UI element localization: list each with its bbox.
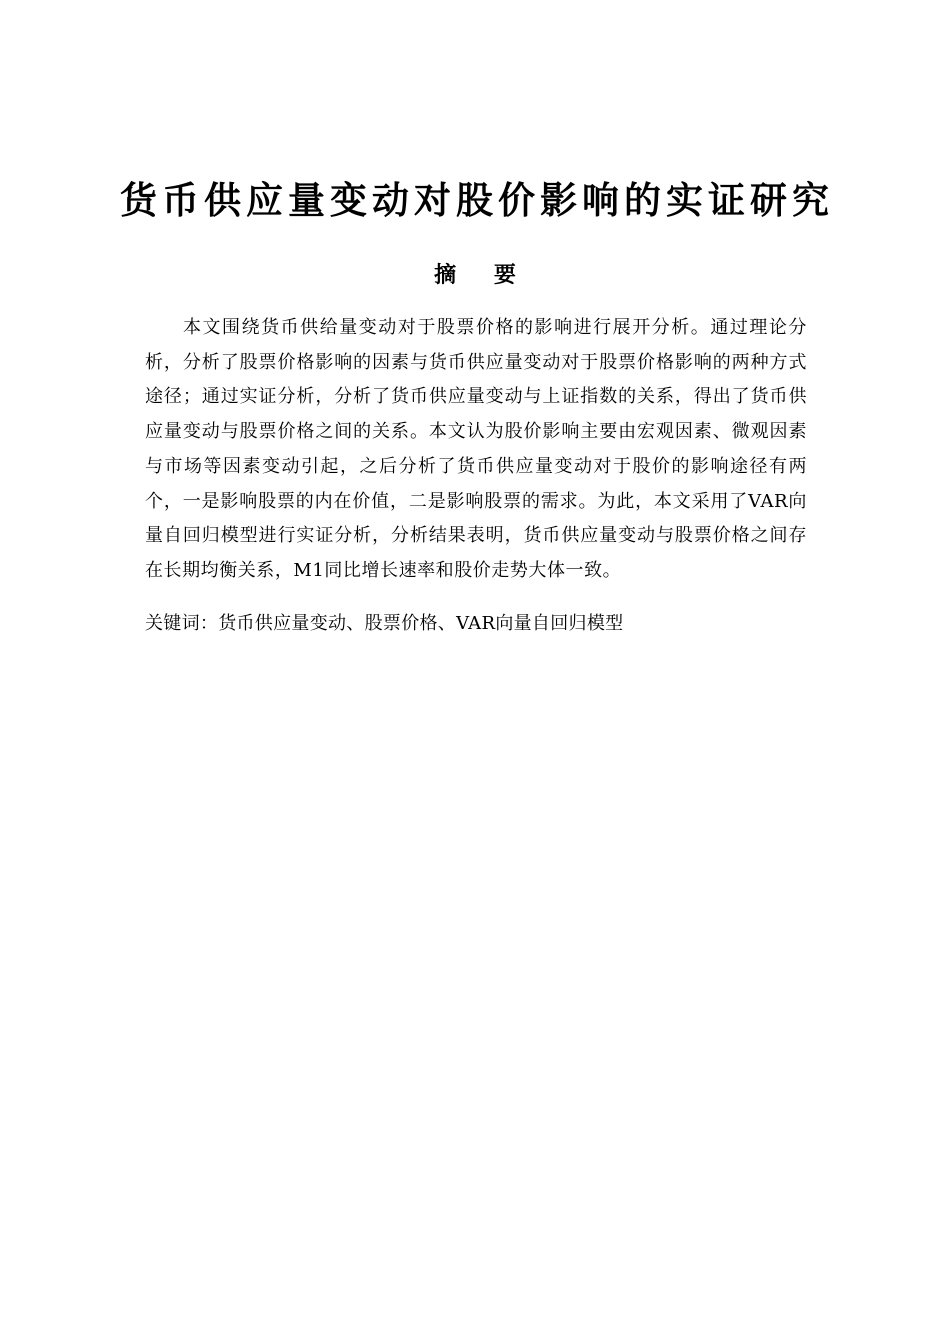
keywords-line: 关键词：货币供应量变动、股票价格、VAR向量自回归模型 xyxy=(145,613,624,634)
abstract-heading: 摘 要 xyxy=(434,263,516,288)
abstract-paragraph: 本文围绕货币供给量变动对于股票价格的影响进行展开分析。通过理论分析，分析了股票价格影响的因素与货币供应量变动对于股票价格影响的两种方式途径；通过实证分析，分析了货币供应量变动与上证指数的关系，得出了货币供应量变动与股票价格之间的关系。本文认为股价影响主要由宏观因素、微观因素与市场等因素变动引起，之后分析了货币供应量变动对于股价的影响途径有两个，一是影响股票的内在价值，二是影响股票的需求。为此，本文采用了VAR向量自回归模型进行实证分析，分析结果表明，货币供应量变动与股票价格之间存在长期均衡关系，M1同比增长速率和股价走势大体一致。 xyxy=(145,317,807,581)
document-title: 货币供应量变动对股价影响的实证研究 xyxy=(120,178,834,222)
